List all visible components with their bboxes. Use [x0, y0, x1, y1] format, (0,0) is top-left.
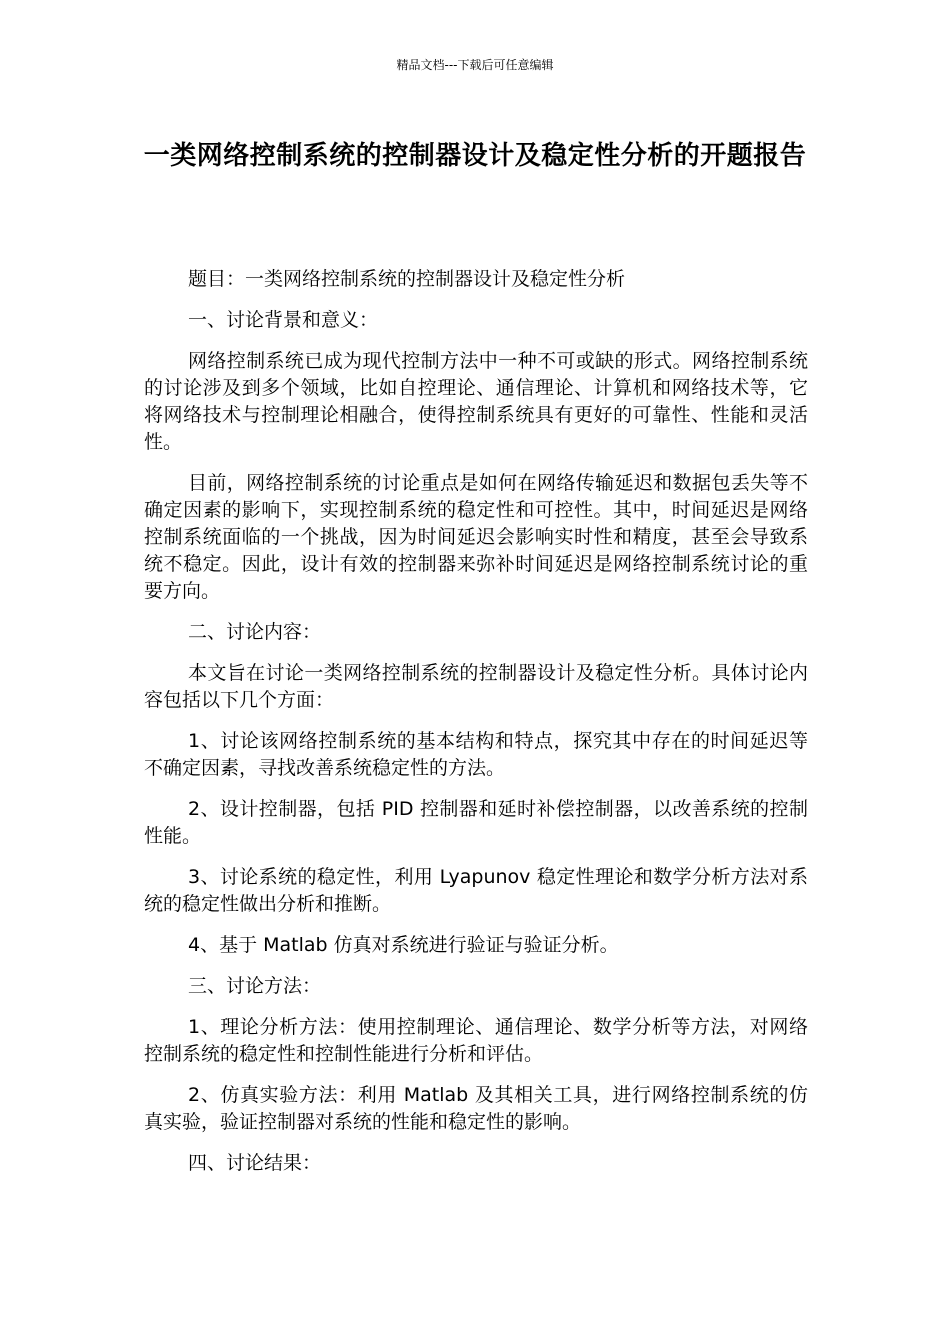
document-title: 一类网络控制系统的控制器设计及稳定性分析的开题报告 — [143, 141, 807, 171]
content-item-2: 2、设计控制器，包括 PID 控制器和延时补偿控制器，以改善系统的控制性能。 — [144, 798, 808, 847]
section-heading-background: 一、讨论背景和意义： — [188, 309, 379, 331]
section-heading-content: 二、讨论内容： — [188, 621, 322, 643]
topic-line: 题目：一类网络控制系统的控制器设计及稳定性分析 — [188, 268, 626, 290]
section-heading-methods: 三、讨论方法： — [188, 975, 322, 997]
section-heading-results: 四、讨论结果： — [188, 1152, 322, 1174]
document-body — [144, 266, 808, 1191]
content-item-3: 3、讨论系统的稳定性，利用 Lyapunov 稳定性理论和数学分析方法对系统的稳定性做出分析和推断。 — [144, 866, 808, 915]
method-item-2: 2、仿真实验方法：利用 Matlab 及其相关工具，进行网络控制系统的仿真实验，验证控制器对系统的性能和稳定性的影响。 — [144, 1084, 808, 1133]
paragraph-background-2: 目前，网络控制系统的讨论重点是如何在网络传输延迟和数据包丢失等不确定因素的影响下，实现控制系统的稳定性和可控性。其中，时间延迟是网络控制系统面临的一个挑战，因为时间延迟会影响实时性和精度，甚至会导致系统不稳定。因此，设计有效的控制器来弥补时间延迟是网络控制系统讨论的重要方向。 — [144, 472, 808, 602]
paragraph-content-intro: 本文旨在讨论一类网络控制系统的控制器设计及稳定性分析。具体讨论内容包括以下几个方面： — [144, 662, 808, 711]
paragraph-background-1: 网络控制系统已成为现代控制方法中一种不可或缺的形式。网络控制系统的讨论涉及到多个领域，比如自控理论、通信理论、计算机和网络技术等，它将网络技术与控制理论相融合，使得控制系统具有更好的可靠性、性能和灵活性。 — [144, 350, 808, 453]
method-item-1: 1、理论分析方法：使用控制理论、通信理论、数学分析等方法，对网络控制系统的稳定性和控制性能进行分析和评估。 — [144, 1016, 808, 1065]
content-item-1: 1、讨论该网络控制系统的基本结构和特点，探究其中存在的时间延迟等不确定因素，寻找改善系统稳定性的方法。 — [144, 730, 808, 779]
header-note: 精品文档---下载后可任意编辑 — [396, 58, 554, 72]
content-item-4: 4、基于 Matlab 仿真对系统进行验证与验证分析。 — [188, 934, 619, 956]
